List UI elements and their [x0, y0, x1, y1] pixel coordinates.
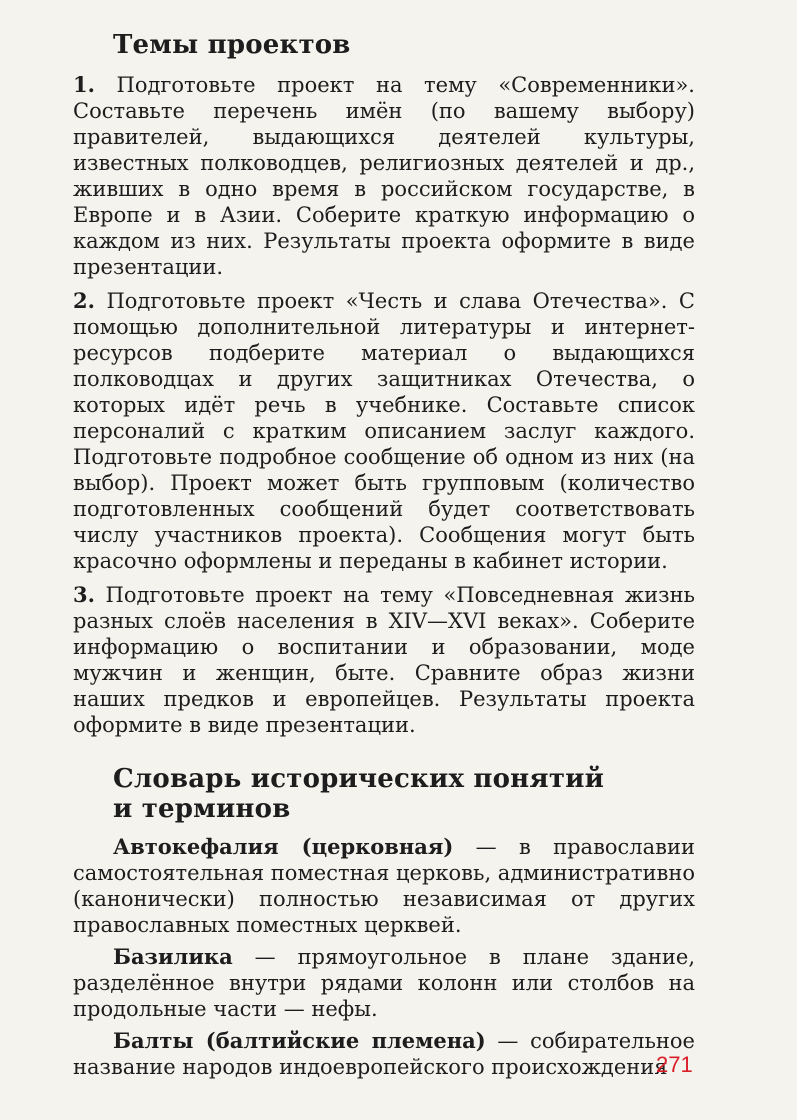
- glossary-entry: [73, 1028, 695, 1080]
- glossary-heading: [73, 764, 695, 824]
- textbook-page: [73, 30, 695, 1086]
- projects-heading: Темы проектов: [113, 30, 351, 60]
- glossary-definition: — в православии самостоятельная поместная церковь, административно (канонически) полностью независимая от других православных поместных церквей.: [73, 835, 695, 937]
- project-number: 3.: [73, 582, 95, 607]
- glossary-definition: — прямоугольное в плане здание, разделённое внутри рядами колонн или столбов на продольные части — нефы.: [73, 945, 695, 1021]
- project-item: [73, 582, 695, 738]
- glossary-term: Балты (балтийские племена): [113, 1028, 486, 1053]
- glossary-heading-line1: Словарь исторических понятий: [113, 764, 605, 794]
- project-number: 2.: [73, 288, 95, 313]
- project-text: Подготовьте проект на тему «Современники». Составьте перечень имён (по вашему выбору) правителей, выдающихся деятелей культуры, известных полководцев, религиозных деятелей и др., живших в одно время в российском государстве, в Европе и в Азии. Соберите краткую информацию о каждом из них. Результаты проекта оформите в виде презентации.: [73, 73, 695, 279]
- project-text: Подготовьте проект «Честь и слава Отечества». С помощью дополнительной литературы и интернет-ресурсов подберите материал о выдающихся полководцах и других защитниках Отечества, о которых идёт речь в учебнике. Составьте список персоналий с кратким описанием заслуг каждого. Подготовьте подробное сообщение об одном из них (на выбор). Проект может быть групповым (количество подготовленных сообщений будет соответствовать числу участников проекта). Сообщения могут быть красочно оформлены и переданы в кабинет истории.: [73, 289, 695, 573]
- project-item: [73, 72, 695, 280]
- glossary-heading-line2: и терминов: [113, 794, 291, 824]
- glossary-entry: [73, 834, 695, 938]
- glossary-term: Базилика: [113, 944, 233, 969]
- project-number: 1.: [73, 72, 95, 97]
- glossary-definition: — собирательное название народов индоевропейского происхождения: [73, 1029, 695, 1079]
- project-text: Подготовьте проект на тему «Повседневная жизнь разных слоёв населения в XIV—XVI веках». Соберите информацию о воспитании и образовании, моде мужчин и женщин, быте. Сравните образ жизни наших предков и европейцев. Результаты проекта оформите в виде презентации.: [73, 583, 695, 737]
- glossary-entry: [73, 944, 695, 1022]
- glossary-term: Автокефалия (церковная): [113, 834, 454, 859]
- page-number: 271: [656, 1052, 693, 1077]
- project-item: [73, 288, 695, 574]
